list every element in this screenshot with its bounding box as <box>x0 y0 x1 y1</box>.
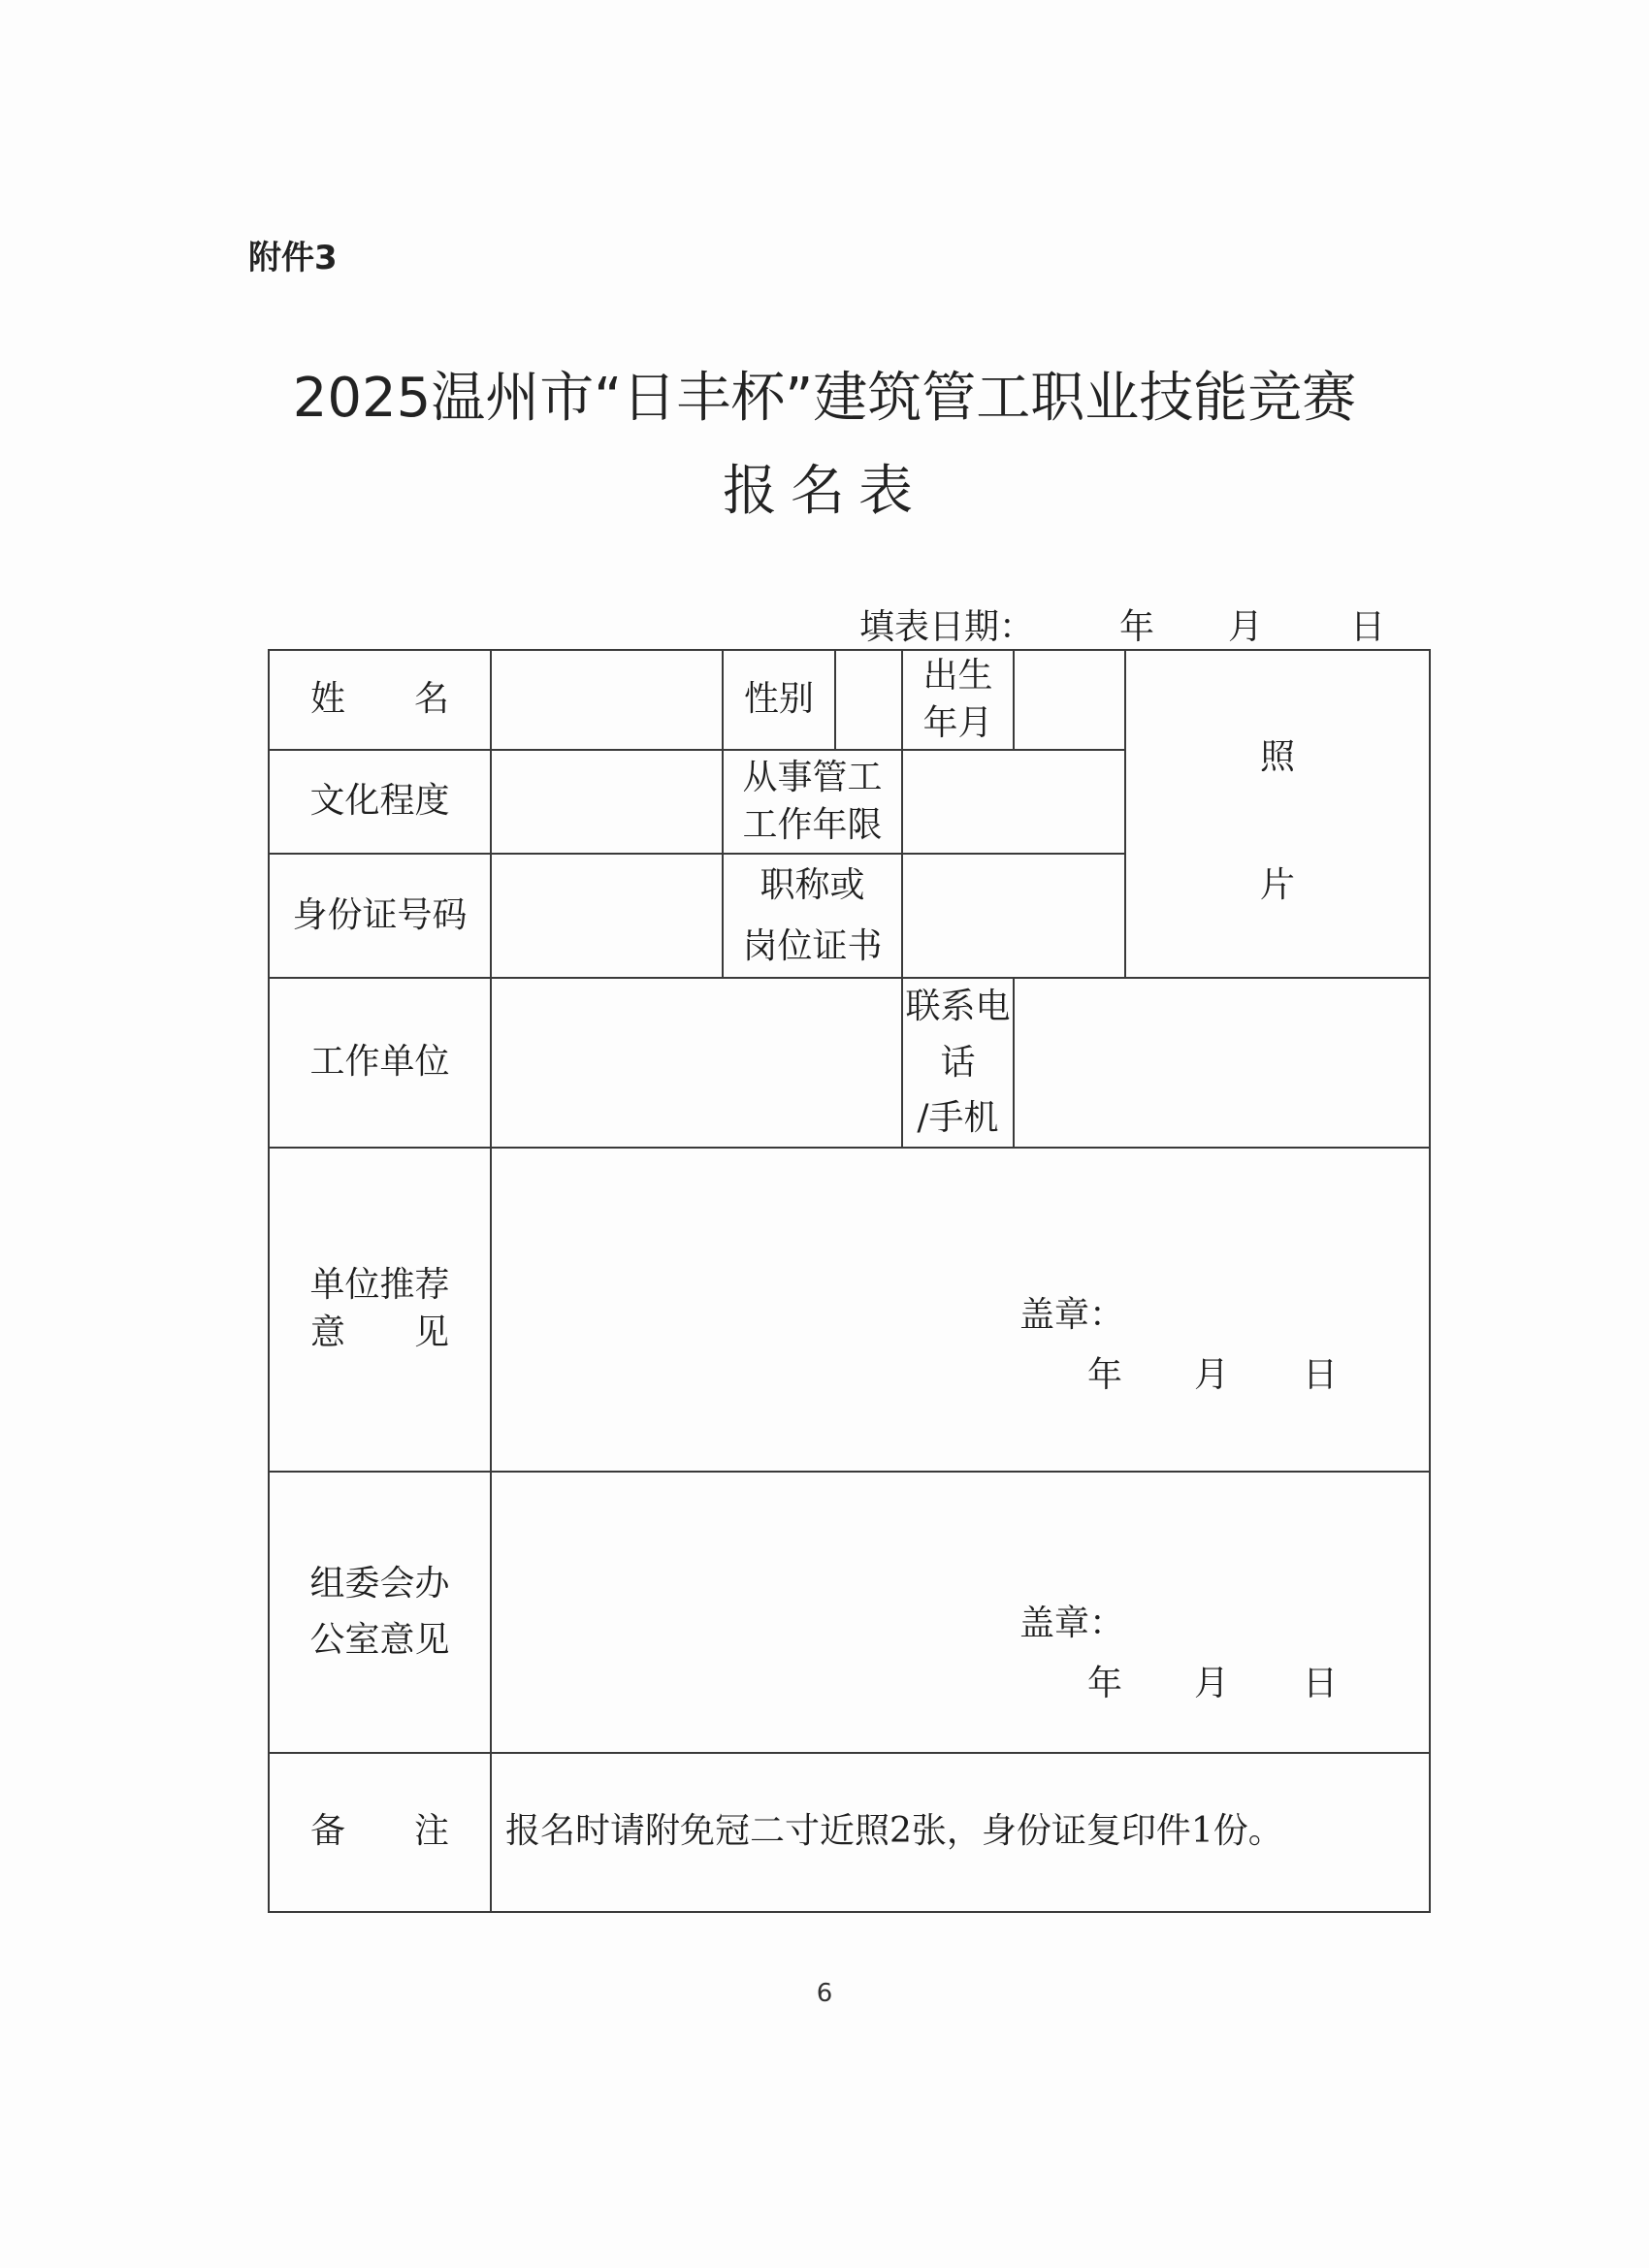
input-employer[interactable] <box>491 978 902 1148</box>
attachment-label: 附件3 <box>248 239 338 277</box>
input-id-number[interactable] <box>491 854 723 978</box>
fill-date-label: 填表日期： <box>859 607 1035 647</box>
photo-label-a: 照 <box>1259 737 1295 777</box>
label-birth: 出生 年月 <box>902 650 1014 750</box>
remarks-text: 报名时请附免冠二寸近照2张，身份证复印件1份。 <box>491 1753 1430 1912</box>
label-name: 姓 名 <box>269 650 491 750</box>
label-remarks: 备 注 <box>269 1753 491 1912</box>
committee-opinion-area[interactable] <box>491 1472 1430 1753</box>
fill-date-month: 月 <box>1228 607 1264 647</box>
label-title-cert: 职称或 岗位证书 <box>723 854 902 978</box>
page-number: 6 <box>816 1979 833 2008</box>
unit-date-month: 月 <box>1194 1354 1230 1395</box>
committee-date-day: 日 <box>1303 1663 1339 1703</box>
input-education[interactable] <box>491 750 723 854</box>
label-phone: 联系电话 /手机 <box>902 978 1014 1148</box>
label-work-years: 从事管工 工作年限 <box>723 750 902 854</box>
input-birth[interactable] <box>1014 650 1125 750</box>
input-work-years[interactable] <box>902 750 1125 854</box>
label-gender: 性别 <box>723 650 835 750</box>
label-unit-opinion: 单位推荐 意 见 <box>269 1148 491 1472</box>
fill-date-year: 年 <box>1119 607 1155 647</box>
input-title-cert[interactable] <box>902 854 1125 978</box>
document-subtitle: 报名表 <box>723 460 926 523</box>
committee-stamp-label: 盖章： <box>1019 1603 1125 1643</box>
registration-form <box>268 649 1431 1913</box>
unit-stamp-label: 盖章： <box>1019 1294 1125 1335</box>
label-education: 文化程度 <box>269 750 491 854</box>
photo-label-b: 片 <box>1259 865 1295 905</box>
unit-date-day: 日 <box>1303 1354 1339 1395</box>
photo-box[interactable] <box>1125 650 1430 978</box>
committee-date-month: 月 <box>1194 1663 1230 1703</box>
input-gender[interactable] <box>835 650 902 750</box>
label-committee-opinion: 组委会办 公室意见 <box>269 1472 491 1753</box>
label-employer: 工作单位 <box>269 978 491 1148</box>
label-id-number: 身份证号码 <box>269 854 491 978</box>
committee-date-year: 年 <box>1087 1663 1123 1703</box>
input-name[interactable] <box>491 650 723 750</box>
fill-date-day: 日 <box>1350 607 1386 647</box>
unit-date-year: 年 <box>1087 1354 1123 1395</box>
document-title: 2025温州市“日丰杯”建筑管工职业技能竞赛 <box>292 367 1357 430</box>
unit-opinion-area[interactable] <box>491 1148 1430 1472</box>
input-phone[interactable] <box>1014 978 1430 1148</box>
